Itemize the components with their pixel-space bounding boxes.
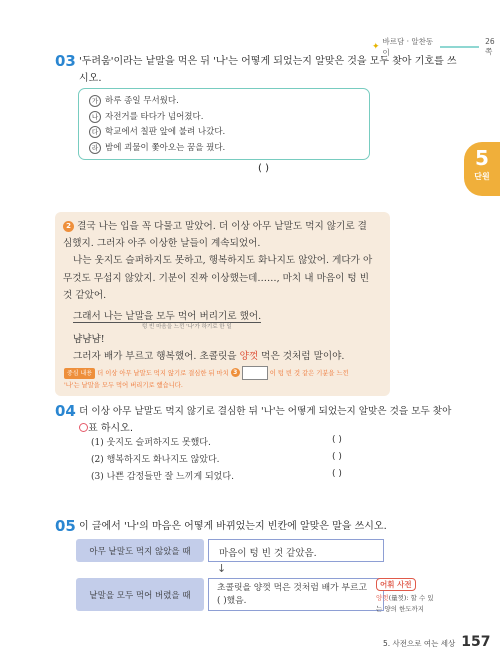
textbook-reference-tag xyxy=(372,36,500,58)
vocabulary-box: 어휘 사전 양껏(量껏): 할 수 있 는 양의 한도까지 xyxy=(376,580,434,613)
q04-item-blank[interactable]: ( ) xyxy=(332,435,342,445)
q05-answer-blank[interactable]: ( )했음. xyxy=(217,596,247,606)
central-idea-tag: 중심 내용 xyxy=(64,368,95,379)
q04-items xyxy=(91,435,391,495)
paragraph-marker: 2 xyxy=(63,221,74,232)
choice-mark: 가 xyxy=(89,95,101,107)
page-number: 157 xyxy=(461,634,491,650)
passage-sound: 냠냠냠! xyxy=(73,334,105,345)
passage-last-line: 그러자 배가 부르고 행복했어. 초콜릿을 양껏 먹은 것처럼 말이야. xyxy=(73,351,345,362)
note-marker: 3 xyxy=(231,368,240,377)
highlighted-word: 양껏 xyxy=(239,351,259,362)
q03-choice xyxy=(89,141,369,157)
q05-question: 이 글에서 '나'의 마음은 어떻게 바뀌었는지 빈칸에 알맞은 말을 쓰시오. xyxy=(79,521,387,532)
q03-choice xyxy=(89,110,369,126)
choice-text: 밤에 괴물이 쫓아오는 꿈을 꿨다. xyxy=(105,142,226,153)
central-idea-note: 중심 내용 더 이상 아무 낱말도 먹지 않기로 결심한 뒤 마치 3 이 텅 빈 것 같은 기분을 느낀 '나'는 낱말을 모두 먹어 버리기로 했습니다. xyxy=(64,366,386,391)
q05-row1-value: 마음이 텅 빈 것 같았음. xyxy=(208,539,384,562)
passage-line: 것 같았어. xyxy=(63,289,107,301)
q04-item-blank[interactable]: ( ) xyxy=(332,469,342,479)
q04-item-blank[interactable]: ( ) xyxy=(332,452,342,462)
q05-row1-label: 아무 낱말도 먹지 않았을 때 xyxy=(76,539,204,562)
q04-number: 04 xyxy=(55,402,76,420)
choice-text: 하루 종일 무서웠다. xyxy=(105,96,179,106)
q03-choices-box xyxy=(78,88,370,160)
vocabulary-title: 어휘 사전 xyxy=(376,578,416,591)
q03-choice xyxy=(89,94,369,110)
q05-row2-value: 초콜릿을 양껏 먹은 것처럼 배가 부르고 ( )했음. xyxy=(208,578,384,611)
q04-question-line2: 표 하시오. xyxy=(79,420,389,437)
page-footer xyxy=(383,634,491,650)
note-answer-blank[interactable] xyxy=(242,366,268,380)
reference-page: 26쪽 xyxy=(485,37,495,56)
vocabulary-word: 양껏 xyxy=(376,594,389,602)
choice-mark: 나 xyxy=(89,111,101,123)
choice-text: 학교에서 칠판 앞에 불려 나갔다. xyxy=(105,127,226,137)
unit-badge xyxy=(464,142,500,196)
q05-row2-label: 낱말을 모두 먹어 버렸을 때 xyxy=(76,578,204,611)
down-arrow-icon: ↓ xyxy=(217,562,227,575)
q03-choice xyxy=(89,125,369,141)
q03-question-line1: '두려움'이라는 낱말을 먹은 뒤 '나'는 어떻게 되었는지 알맞은 것을 모두 찾아 기호를 쓰 xyxy=(79,56,457,67)
q03-question xyxy=(79,53,457,87)
q04-item: (3) 나쁜 감정들만 잘 느끼게 되었다. xyxy=(91,472,234,482)
unit-label: 단원 xyxy=(474,172,490,181)
q04-question-line1: 더 이상 아무 낱말도 먹지 않기로 결심한 뒤 '나'는 어떻게 되었는지 알맞은 것을 모두 찾아 xyxy=(79,406,452,417)
unit-number: 5 xyxy=(475,146,489,170)
passage-line: 무것도 무섭지 않았지. 기분이 진짜 이상했는데……, 마치 내 마음이 텅 빈 xyxy=(63,272,370,284)
choice-mark: 라 xyxy=(89,142,101,154)
choice-mark: 다 xyxy=(89,126,101,138)
circle-mark-icon xyxy=(79,423,88,432)
star-icon: ✦ xyxy=(372,42,380,52)
reference-book-name: 바르담 · 알찬동이 xyxy=(382,37,434,57)
underline-gloss: 텅 빈 마음을 느낀 '나'가 하기로 한 일 xyxy=(142,324,232,330)
passage-body xyxy=(63,218,385,325)
choice-text: 자전거를 타다가 넘어졌다. xyxy=(105,111,204,122)
passage-line: 심했지. 그러자 아주 이상한 날들이 계속되었어. xyxy=(63,238,261,250)
reference-bar xyxy=(440,46,479,48)
section-title: 5. 사전으로 여는 세상 xyxy=(383,639,456,648)
q03-answer-blank[interactable]: ( ) xyxy=(258,163,269,174)
q03-number: 03 xyxy=(55,52,76,70)
underlined-sentence: 그래서 나는 낱말을 모두 먹어 버리기로 했어. xyxy=(73,311,262,323)
q04-item: (2) 행복하지도 화나지도 않았다. xyxy=(91,455,220,465)
q04-question xyxy=(79,403,452,437)
q04-item: (1) 웃지도 슬퍼하지도 못했다. xyxy=(91,438,211,448)
passage-line: 나는 웃지도 슬퍼하지도 못하고, 행복하지도 화나지도 않았어. 게다가 아 xyxy=(73,255,373,267)
q05-number: 05 xyxy=(55,517,76,535)
passage-line: 2 결국 나는 입을 꼭 다물고 말았어. 더 이상 아무 낱말도 먹지 않기로 결 xyxy=(63,218,385,235)
q03-question-line2: 시오. xyxy=(79,73,102,84)
